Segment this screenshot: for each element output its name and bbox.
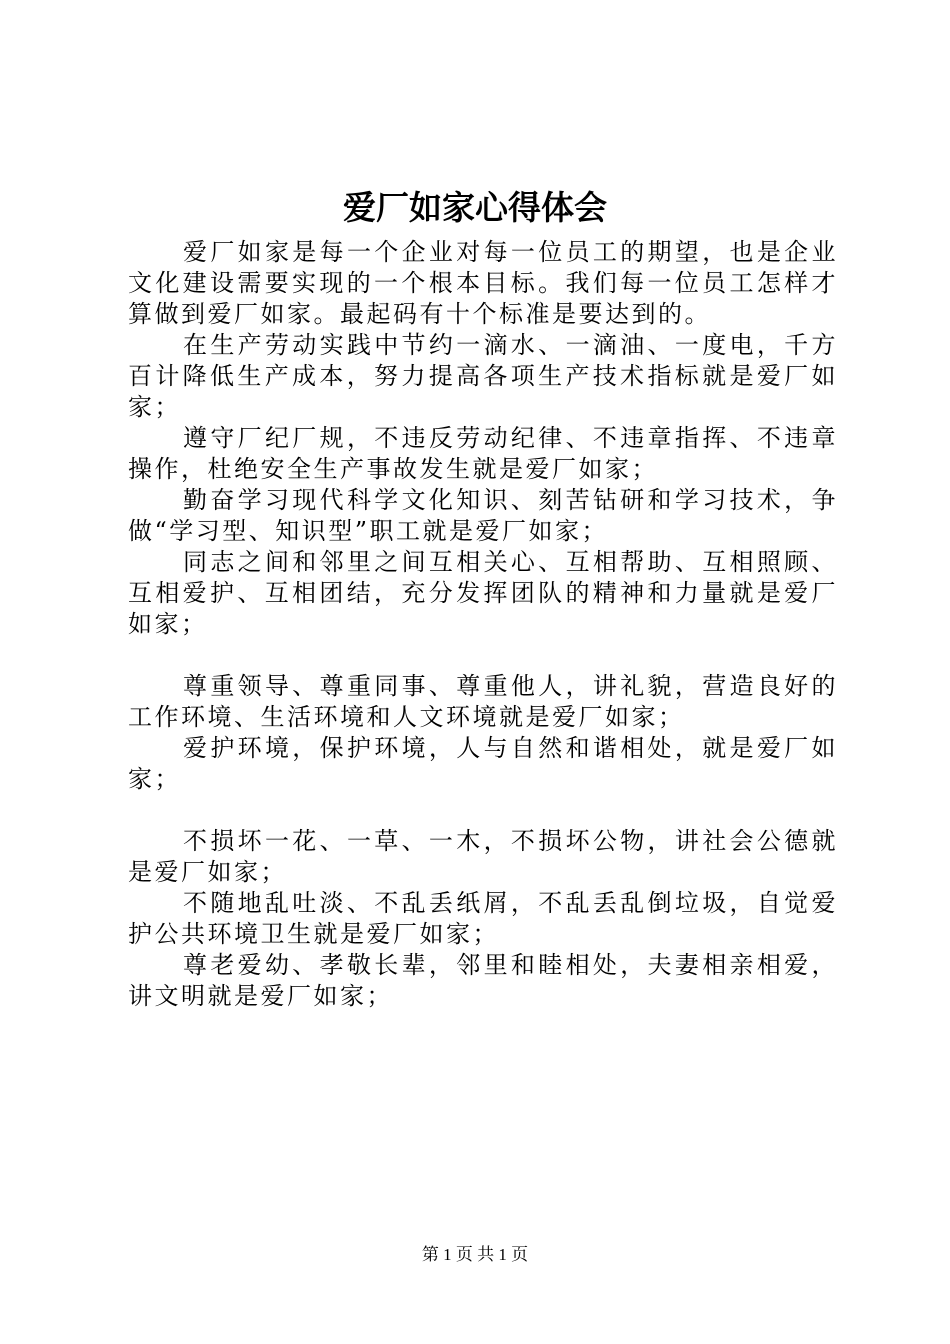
paragraph-standard-2: 遵守厂纪厂规，不违反劳动纪律、不违章指挥、不违章操作，杜绝安全生产事故发生就是爱厂如家； xyxy=(128,424,838,483)
paragraph-standard-9: 尊老爱幼、孝敬长辈，邻里和睦相处，夫妻相亲相爱，讲文明就是爱厂如家； xyxy=(128,951,838,1010)
paragraph-standard-3: 勤奋学习现代科学文化知识、刻苦钻研和学习技术，争做“学习型、知识型”职工就是爱厂如家； xyxy=(128,486,838,545)
paragraph-standard-1: 在生产劳动实践中节约一滴水、一滴油、一度电，千方百计降低生产成本，努力提高各项生产技术指标就是爱厂如家； xyxy=(128,331,838,421)
document-title: 爱厂如家心得体会 xyxy=(343,188,607,227)
paragraph-standard-4: 同志之间和邻里之间互相关心、互相帮助、互相照顾、互相爱护、互相团结，充分发挥团队的精神和力量就是爱厂如家； xyxy=(128,548,838,638)
document-body xyxy=(128,237,838,1012)
paragraph-standard-7: 不损坏一花、一草、一木，不损坏公物，讲社会公德就是爱厂如家； xyxy=(128,827,838,886)
paragraph-standard-6: 爱护环境，保护环境，人与自然和谐相处，就是爱厂如家； xyxy=(128,734,838,793)
paragraph-standard-8: 不随地乱吐淡、不乱丢纸屑，不乱丢乱倒垃圾，自觉爱护公共环境卫生就是爱厂如家； xyxy=(128,889,838,948)
paragraph-standard-5: 尊重领导、尊重同事、尊重他人，讲礼貌，营造良好的工作环境、生活环境和人文环境就是爱厂如家； xyxy=(128,672,838,731)
paragraph-intro: 爱厂如家是每一个企业对每一位员工的期望，也是企业文化建设需要实现的一个根本目标。我们每一位员工怎样才算做到爱厂如家。最起码有十个标准是要达到的。 xyxy=(128,238,838,328)
page-footer: 第 1 页 共 1 页 xyxy=(421,1245,529,1264)
